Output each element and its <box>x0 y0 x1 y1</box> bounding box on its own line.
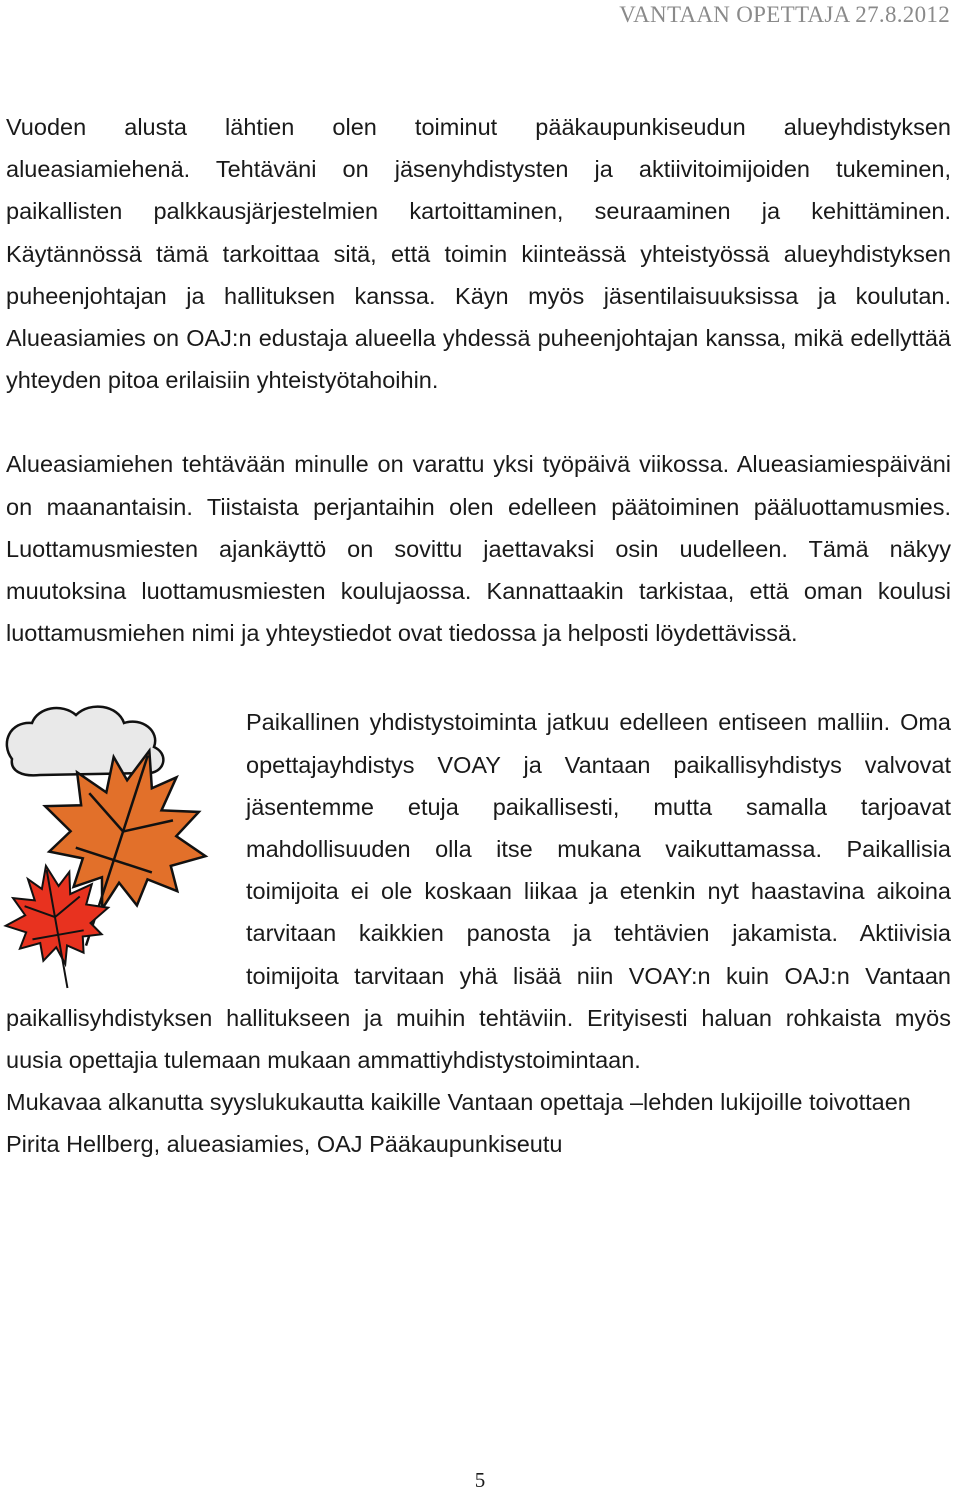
running-header: VANTAAN OPETTAJA 27.8.2012 <box>619 2 950 27</box>
closing-greeting: Mukavaa alkanutta syyslukukautta kaikille Vantaan opettaja –lehden lukijoille toivottaen <box>6 1089 911 1116</box>
article-body <box>6 106 951 1166</box>
paragraph-intro: Vuoden alusta lähtien olen toiminut pääkaupunkiseudun alueyhdistyksen alueasiamiehenä. Tehtäväni on jäsenyhdistysten ja aktiivitoimijoiden tukeminen, paikallisten palkkausjärjestelmien kartoittaminen, seuraaminen ja kehittäminen. Käytännössä tämä tarkoittaa sitä, että toimin kiinteässä yhteistyössä alueyhdistyksen puheenjohtajan ja hallituksen kanssa. Käyn myös jäsentilaisuuksissa ja koulutan. Alueasiamies on OAJ:n edustaja alueella yhdessä puheenjohtajan kanssa, mikä edellyttää yhteyden pitoa erilaisiin yhteistyötahoihin. <box>6 114 951 394</box>
paragraph-schedule: Alueasiamiehen tehtävään minulle on varattu yksi työpäivä viikossa. Alueasiamiespäiväni on maanantaisin. Tiistaista perjantaihin olen edelleen päätoiminen pääluottamusmies. Luottamusmiesten ajankäyttö on sovittu jaettavaksi osin uudelleen. Tämä näkyy muutoksina luottamusmiesten koulujaossa. Kannattaakin tarkistaa, että oman koulusi luottamusmiehen nimi ja yhteystiedot ovat tiedossa ja helposti löydettävissä. <box>6 451 951 647</box>
author-signature: Pirita Hellberg, alueasiamies, OAJ Pääkaupunkiseutu <box>6 1131 563 1158</box>
page-number: 5 <box>474 1468 486 1492</box>
paragraph-local-activity: Paikallinen yhdistystoiminta jatkuu edelleen entiseen malliin. Oma opettajayhdistys VOAY ja Vantaan paikallisyhdistys valvovat jäsentemme etuja paikallisesti, mutta samalla tarjoavat mahdollisuuden olla itse mukana vaikuttamassa. Paikallisia toimijoita ei ole koskaan liikaa ja etenkin nyt haastavina aikoina tarvitaan kaikkien panosta ja tehtävien jakamista. Aktiivisia toimijoita tarvitaan yhä lisää niin VOAY:n kuin OAJ:n Vantaan paikallisyhdistyksen hallitukseen ja muihin tehtäviin. Erityisesti haluan rohkaista myös uusia opettajia tulemaan mukaan ammattiyhdistystoimintaan. <box>6 709 951 1074</box>
autumn-leaves-cloud-icon <box>0 701 238 991</box>
